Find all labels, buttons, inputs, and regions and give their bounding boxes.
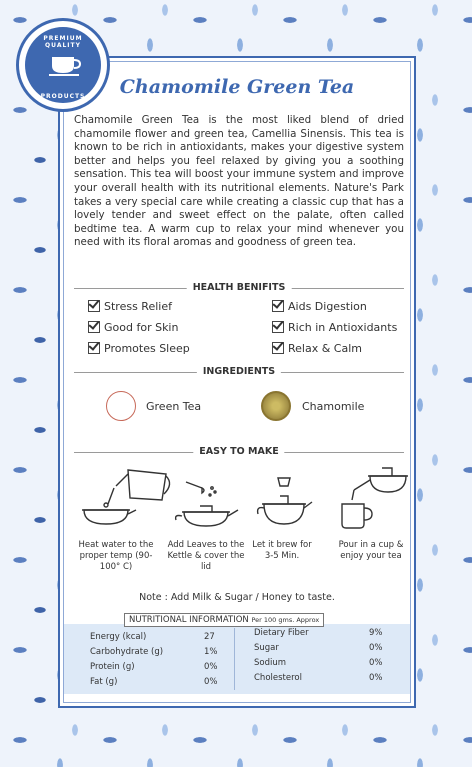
nutrition-label: Dietary Fiber <box>254 628 309 638</box>
checkbox-icon <box>272 300 284 312</box>
badge-top-text: PREMIUM QUALITY <box>43 35 83 49</box>
nutrition-value: 1% <box>204 647 218 657</box>
nutrition-divider <box>234 628 235 690</box>
premium-quality-badge <box>16 18 110 112</box>
checkbox-icon <box>88 321 100 333</box>
benefit-item: Good for Skin <box>88 321 178 334</box>
checkbox-icon <box>88 300 100 312</box>
nutrition-value: 0% <box>204 662 218 672</box>
benefit-item: Promotes Sleep <box>88 342 190 355</box>
nutrition-label: Sodium <box>254 658 287 668</box>
pour-tea-cup-icon <box>330 460 410 530</box>
chamomile-swatch <box>261 391 291 421</box>
preparation-note: Note : Add Milk & Sugar / Honey to taste. <box>139 592 335 603</box>
nutrition-label: Carbohydrate (g) <box>90 647 164 657</box>
health-benefits-heading <box>74 282 404 294</box>
nutrition-value: 9% <box>369 628 383 638</box>
ingredients-label: INGREDIENTS <box>197 366 281 377</box>
product-title: Chamomile Green Tea <box>119 76 355 98</box>
nutrition-panel <box>64 624 410 694</box>
ingredients-heading <box>74 366 404 378</box>
checkbox-icon <box>272 321 284 333</box>
nutrition-label: Energy (kcal) <box>90 632 147 642</box>
nutrition-label: Protein (g) <box>90 662 135 672</box>
nutrition-heading-label: NUTRITIONAL INFORMATION <box>129 615 249 625</box>
checkbox-icon <box>88 342 100 354</box>
badge-bottom-text: PRODUCTS <box>40 93 86 100</box>
nutrition-value: 0% <box>369 658 383 668</box>
nutrition-heading <box>124 613 324 627</box>
benefit-item: Relax & Calm <box>272 342 362 355</box>
nutrition-label: Fat (g) <box>90 677 118 687</box>
step-1-text: Heat water to the proper temp (90-100° C) <box>78 540 154 572</box>
brew-timer-kettle-icon <box>256 474 316 532</box>
nutrition-label: Sugar <box>254 643 279 653</box>
checkbox-icon <box>272 342 284 354</box>
product-card <box>58 56 416 708</box>
nutrition-subheading: Per 100 gms. Approx <box>251 616 320 624</box>
nutrition-value: 0% <box>369 643 383 653</box>
nutrition-value: 0% <box>369 673 383 683</box>
ingredient-chamomile: Chamomile <box>302 400 365 413</box>
easy-to-make-heading <box>74 446 404 458</box>
easy-to-make-label: EASY TO MAKE <box>193 446 284 457</box>
step-3-text: Let it brew for 3-5 Min. <box>252 540 312 561</box>
nutrition-value: 27 <box>204 632 215 642</box>
badge-inner <box>25 27 101 103</box>
health-benefits-label: HEALTH BENIFITS <box>187 282 292 293</box>
heat-water-kettle-icon <box>78 460 178 530</box>
step-2-text: Add Leaves to the Kettle & cover the lid <box>167 540 245 572</box>
ingredient-green-tea: Green Tea <box>146 400 202 413</box>
nutrition-label: Cholesterol <box>254 673 302 683</box>
benefit-item: Aids Digestion <box>272 300 367 313</box>
teacup-icon <box>49 53 83 77</box>
benefit-item: Stress Relief <box>88 300 172 313</box>
step-4-text: Pour in a cup & enjoy your tea <box>338 540 404 561</box>
product-description: Chamomile Green Tea is the most liked blend of dried chamomile flower and green tea, Camellia Sinensis. This tea is known to be rich in antioxidants, makes your digestive system better and helps you feel relaxed by giving you a soothing sensation. This tea will boost your immune system and improve your overall health with its nutritional elements. Nature's Park takes a very special care while creating a classic cup that has a lovely tender and sweet effect on the palate, often called bedtime tea. A warm cup to relax your mind whenever you need with its floral aromas and goodness of green tea. <box>74 114 404 249</box>
nutrition-value: 0% <box>204 677 218 687</box>
add-leaves-kettle-icon <box>172 476 252 532</box>
benefit-item: Rich in Antioxidants <box>272 321 397 334</box>
green-tea-swatch <box>106 391 136 421</box>
